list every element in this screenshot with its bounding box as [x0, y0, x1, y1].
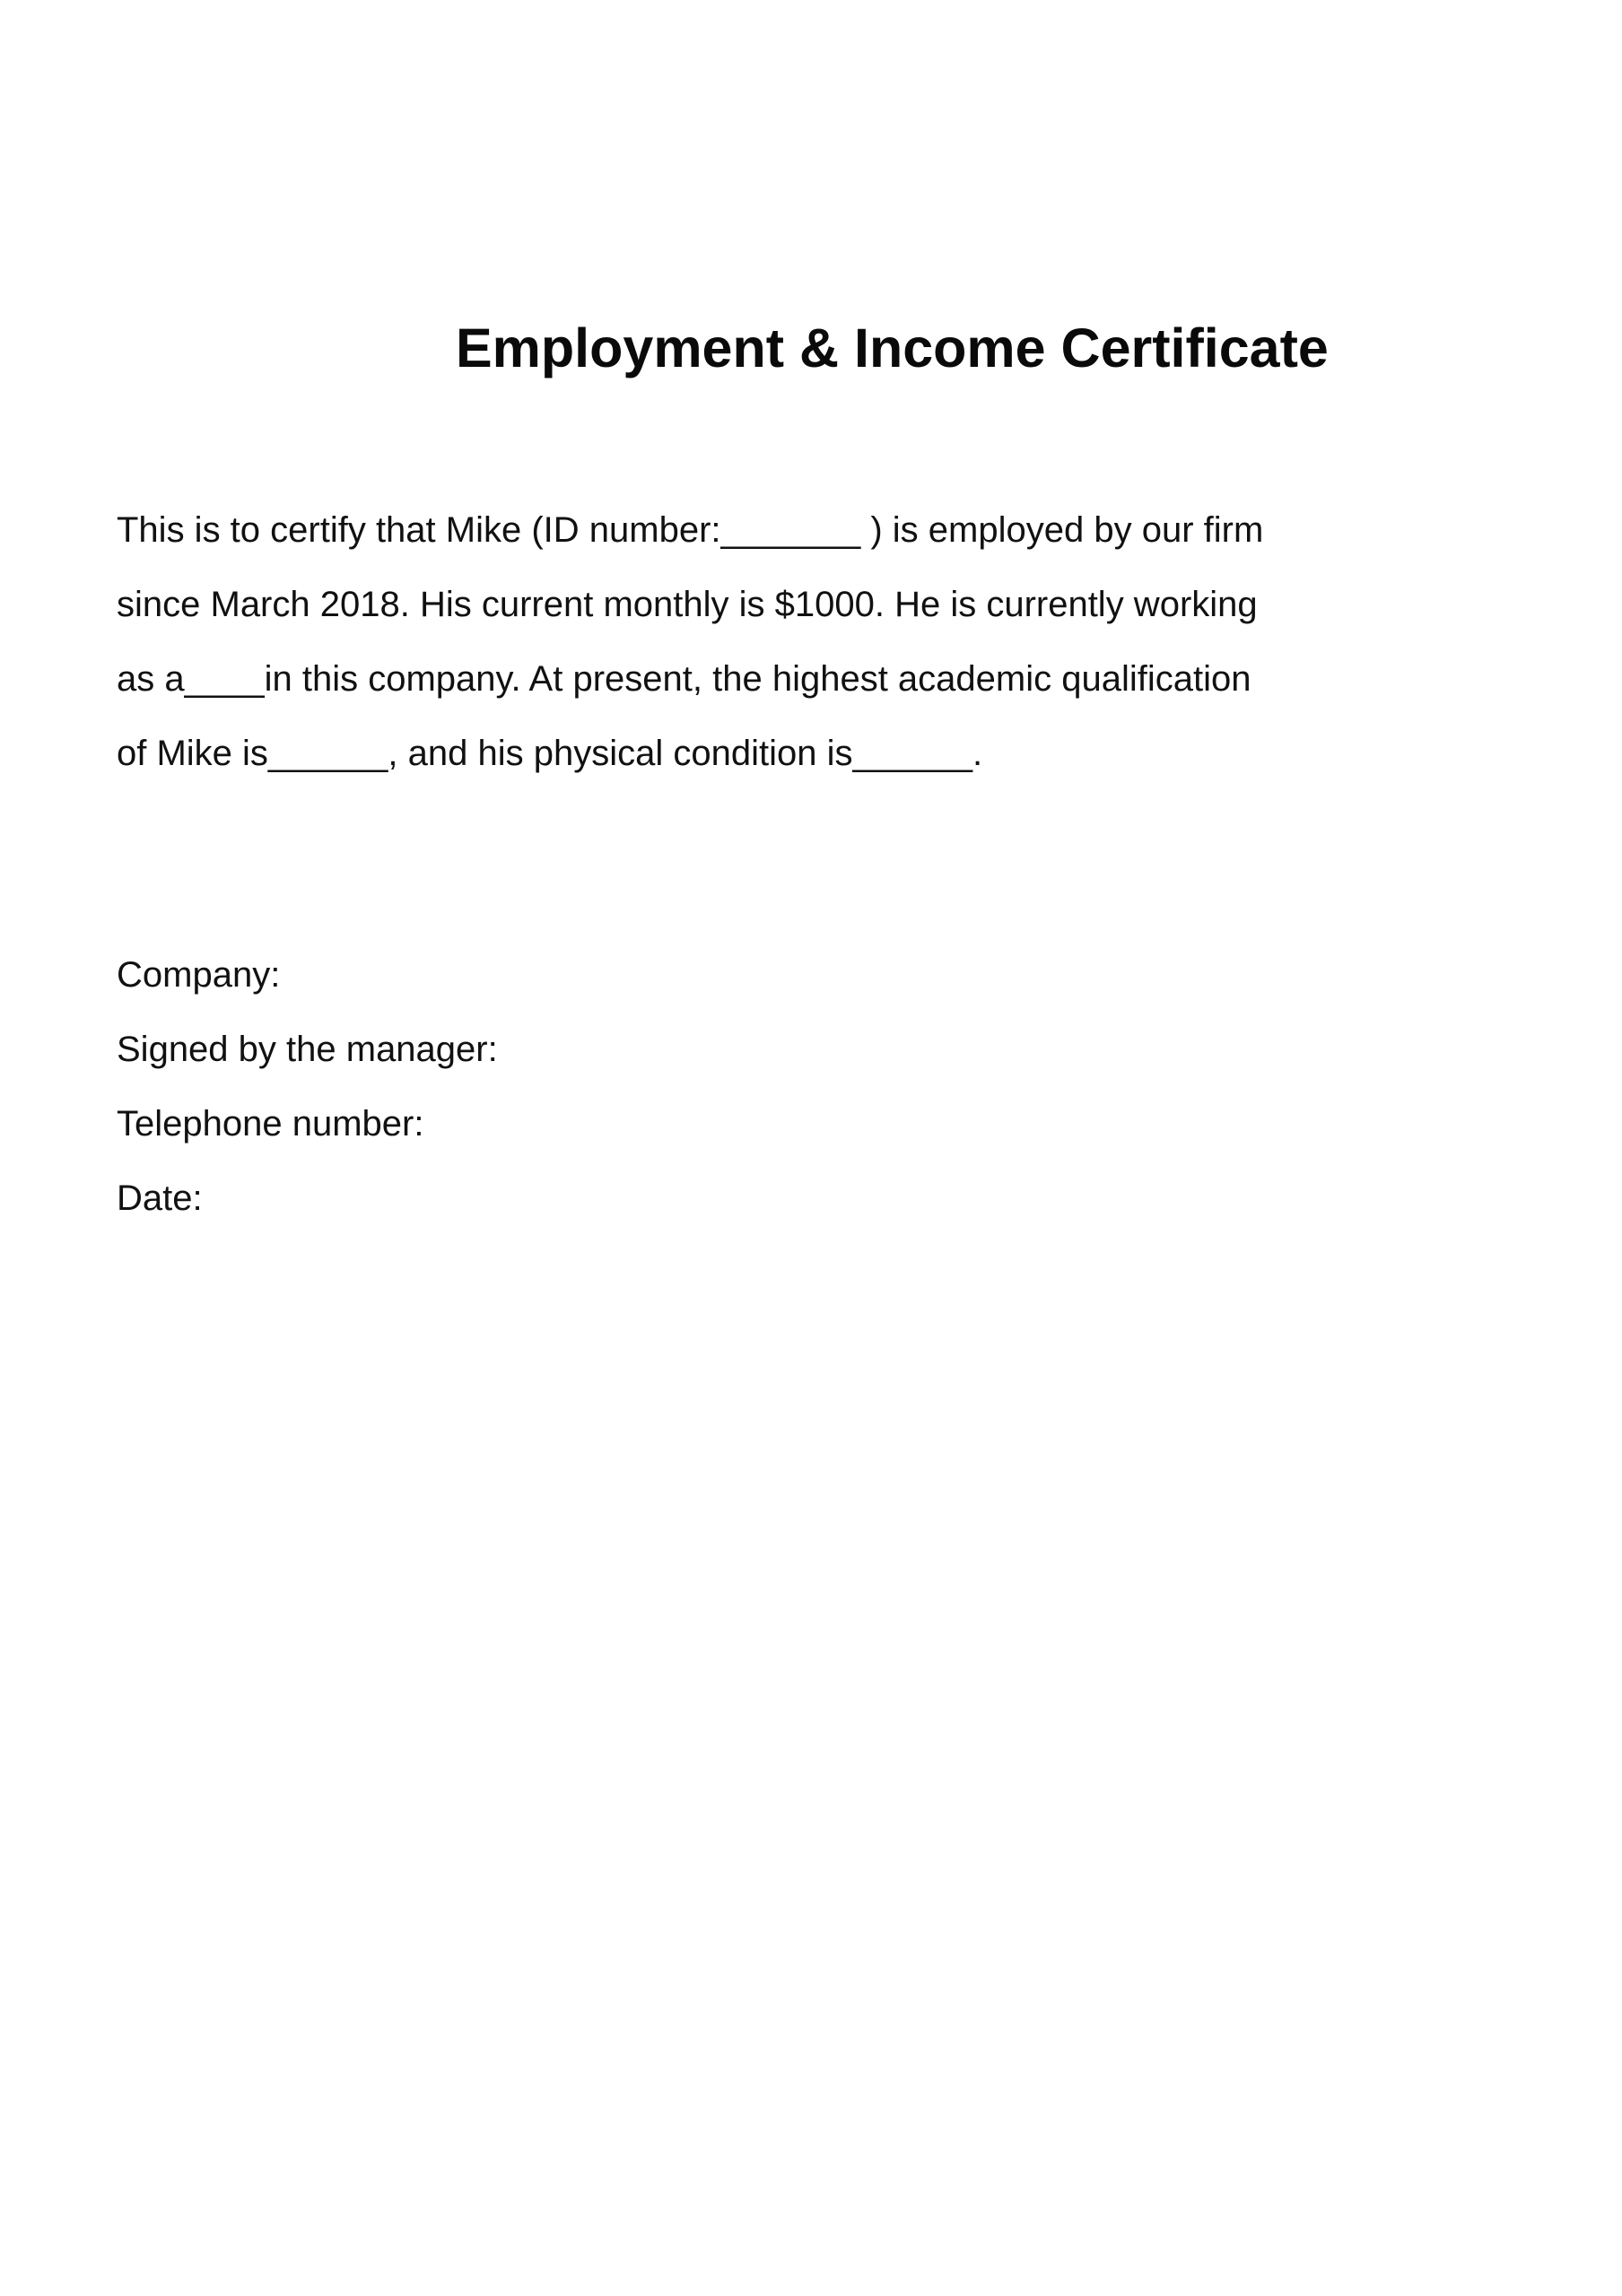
- body-line-4: of Mike is______, and his physical condition is______.: [117, 734, 983, 773]
- body-line-2: since March 2018. His current monthly is $1000. He is currently working: [117, 585, 1258, 624]
- signed-by-field-label: Signed by the manager:: [117, 1030, 498, 1069]
- document-title: Employment & Income Certificate: [456, 317, 1329, 378]
- signature-fields: [117, 938, 1014, 1236]
- date-field-label: Date:: [117, 1178, 203, 1218]
- telephone-field-label: Telephone number:: [117, 1104, 424, 1144]
- company-field-label: Company:: [117, 955, 281, 995]
- body-line-3: as a____in this company. At present, the highest academic qualification: [117, 659, 1251, 699]
- body-line-1: This is to certify that Mike (ID number:_______ ) is employed by our firm: [117, 510, 1264, 550]
- certificate-body: [117, 493, 1516, 791]
